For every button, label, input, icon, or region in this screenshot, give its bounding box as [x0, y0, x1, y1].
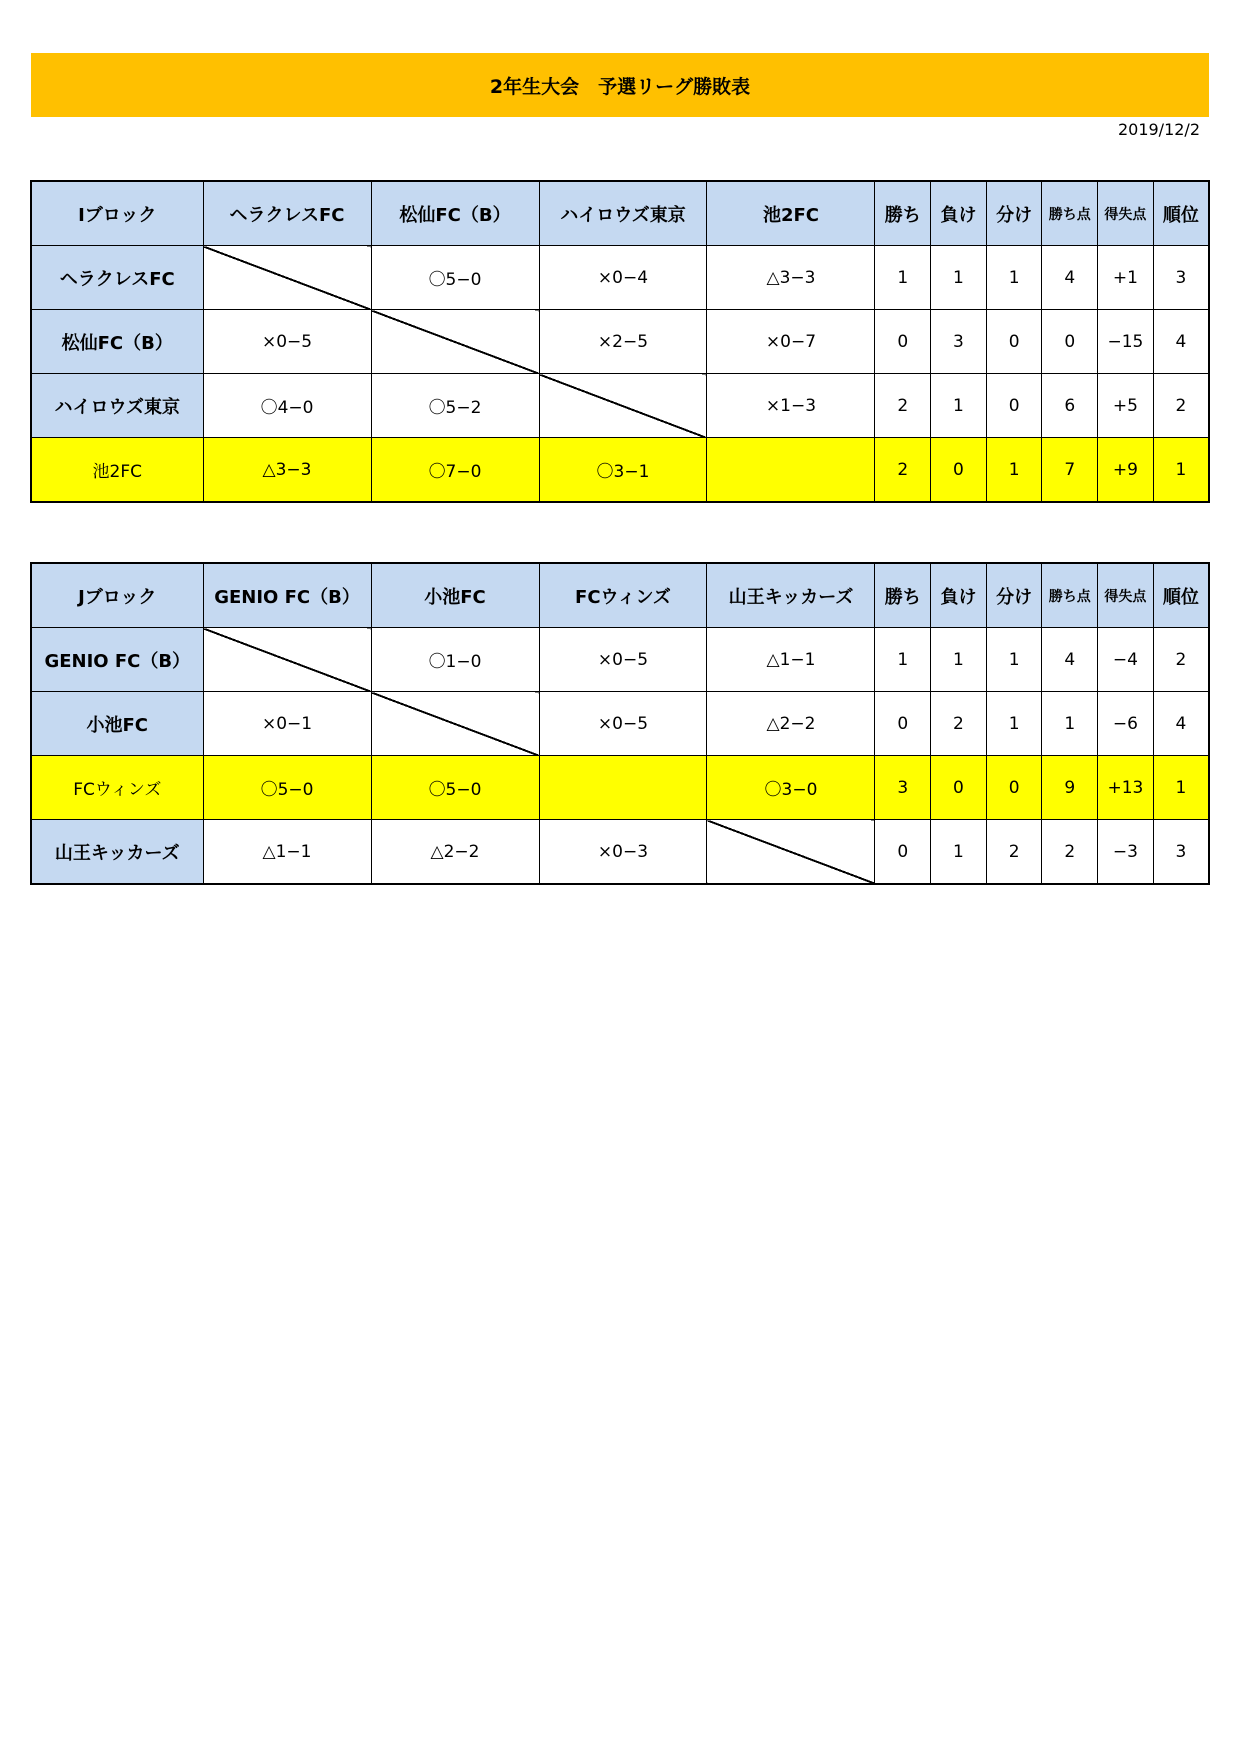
- team-row: [31, 820, 1209, 885]
- team-row: [31, 310, 1209, 374]
- stat-cell: −3: [1098, 820, 1154, 885]
- column-header-team: 小池FC: [371, 563, 539, 628]
- team-row: [31, 628, 1209, 692]
- page-title: 2年生大会 予選リーグ勝敗表: [489, 75, 751, 98]
- column-header-stat: 分け: [986, 563, 1042, 628]
- stat-cell: 1: [1153, 756, 1209, 820]
- team-row: [31, 438, 1209, 503]
- stat-cell: 2: [875, 438, 931, 503]
- stat-cell: 0: [931, 756, 987, 820]
- match-result-cell: ×0−1: [203, 692, 371, 756]
- column-header-team: GENIO FC（B）: [203, 563, 371, 628]
- match-result-cell: 〇4−0: [203, 374, 371, 438]
- column-header-team: 松仙FC（B）: [371, 181, 539, 246]
- stat-cell: 0: [986, 374, 1042, 438]
- row-team-name: 松仙FC（B）: [31, 310, 203, 374]
- self-match-cell-diagonal: [203, 246, 371, 310]
- stat-cell: 1: [931, 374, 987, 438]
- match-result-cell: △3−3: [203, 438, 371, 503]
- match-result-cell: ×0−7: [707, 310, 875, 374]
- column-header-stat: 負け: [931, 181, 987, 246]
- column-header-team: 池2FC: [707, 181, 875, 246]
- stat-cell: −4: [1098, 628, 1154, 692]
- stat-cell: 1: [931, 820, 987, 885]
- match-result-cell: 〇5−0: [371, 756, 539, 820]
- stat-cell: 0: [875, 692, 931, 756]
- row-team-name: ハイロウズ東京: [31, 374, 203, 438]
- stat-cell: 2: [986, 820, 1042, 885]
- stat-cell: 3: [931, 310, 987, 374]
- match-result-cell: 〇1−0: [371, 628, 539, 692]
- stat-cell: 1: [986, 692, 1042, 756]
- match-result-cell: 〇7−0: [371, 438, 539, 503]
- block-name: Iブロック: [31, 181, 203, 246]
- self-match-cell-diagonal: [539, 374, 707, 438]
- self-match-cell-diagonal: [371, 692, 539, 756]
- stat-cell: 0: [875, 820, 931, 885]
- row-team-name: FCウィンズ: [31, 756, 203, 820]
- row-team-name: GENIO FC（B）: [31, 628, 203, 692]
- row-team-name: 池2FC: [31, 438, 203, 503]
- stat-cell: 0: [875, 310, 931, 374]
- block-name: Jブロック: [31, 563, 203, 628]
- match-result-cell: 〇3−1: [539, 438, 707, 503]
- stat-cell: 9: [1042, 756, 1098, 820]
- stat-cell: 2: [875, 374, 931, 438]
- column-header-stat: 負け: [931, 563, 987, 628]
- column-header-stat: 勝ち: [875, 563, 931, 628]
- match-result-cell: △1−1: [203, 820, 371, 885]
- stat-cell: 3: [1153, 246, 1209, 310]
- column-header-stat: 分け: [986, 181, 1042, 246]
- team-row: [31, 246, 1209, 310]
- stat-cell: 1: [986, 246, 1042, 310]
- stat-cell: 1: [986, 628, 1042, 692]
- stat-cell: 2: [931, 692, 987, 756]
- stat-cell: 1: [931, 246, 987, 310]
- self-match-cell-diagonal: [707, 820, 875, 885]
- table-header-row: [31, 181, 1209, 246]
- stat-cell: 4: [1042, 628, 1098, 692]
- team-row: [31, 756, 1209, 820]
- column-header-team: 山王キッカーズ: [707, 563, 875, 628]
- stat-cell: 0: [986, 756, 1042, 820]
- column-header-team: ハイロウズ東京: [539, 181, 707, 246]
- stat-cell: 4: [1153, 310, 1209, 374]
- row-team-name: 小池FC: [31, 692, 203, 756]
- league-table-block-j: [30, 562, 1210, 885]
- self-match-cell-diagonal: [539, 756, 707, 820]
- match-result-cell: △2−2: [707, 692, 875, 756]
- stat-cell: 0: [986, 310, 1042, 374]
- column-header-stat: 勝ち点: [1042, 563, 1098, 628]
- stat-cell: −15: [1098, 310, 1154, 374]
- date-label: 2019/12/2: [1117, 120, 1200, 139]
- column-header-team: FCウィンズ: [539, 563, 707, 628]
- stat-cell: 4: [1042, 246, 1098, 310]
- stat-cell: +13: [1098, 756, 1154, 820]
- match-result-cell: ×1−3: [707, 374, 875, 438]
- stat-cell: +9: [1098, 438, 1154, 503]
- league-table-block-i: [30, 180, 1210, 503]
- table-header-row: [31, 563, 1209, 628]
- stat-cell: +5: [1098, 374, 1154, 438]
- stat-cell: 1: [875, 246, 931, 310]
- match-result-cell: △2−2: [371, 820, 539, 885]
- row-team-name: ヘラクレスFC: [31, 246, 203, 310]
- match-result-cell: ×0−5: [539, 692, 707, 756]
- stat-cell: 3: [1153, 820, 1209, 885]
- column-header-stat: 得失点: [1098, 563, 1154, 628]
- column-header-stat: 順位: [1153, 181, 1209, 246]
- match-result-cell: 〇5−2: [371, 374, 539, 438]
- column-header-team: ヘラクレスFC: [203, 181, 371, 246]
- stat-cell: 0: [931, 438, 987, 503]
- stat-cell: 3: [875, 756, 931, 820]
- stat-cell: 2: [1042, 820, 1098, 885]
- stat-cell: 1: [986, 438, 1042, 503]
- match-result-cell: 〇5−0: [203, 756, 371, 820]
- team-row: [31, 692, 1209, 756]
- match-result-cell: △1−1: [707, 628, 875, 692]
- row-team-name: 山王キッカーズ: [31, 820, 203, 885]
- match-result-cell: ×0−4: [539, 246, 707, 310]
- stat-cell: 1: [1153, 438, 1209, 503]
- column-header-stat: 得失点: [1098, 181, 1154, 246]
- column-header-stat: 勝ち点: [1042, 181, 1098, 246]
- stat-cell: 6: [1042, 374, 1098, 438]
- self-match-cell-diagonal: [371, 310, 539, 374]
- match-result-cell: ×2−5: [539, 310, 707, 374]
- stat-cell: +1: [1098, 246, 1154, 310]
- match-result-cell: △3−3: [707, 246, 875, 310]
- stat-cell: 2: [1153, 628, 1209, 692]
- match-result-cell: ×0−5: [539, 628, 707, 692]
- self-match-cell-diagonal: [203, 628, 371, 692]
- match-result-cell: 〇3−0: [707, 756, 875, 820]
- stat-cell: 7: [1042, 438, 1098, 503]
- self-match-cell-diagonal: [707, 438, 875, 503]
- stat-cell: −6: [1098, 692, 1154, 756]
- stat-cell: 1: [875, 628, 931, 692]
- stat-cell: 1: [1042, 692, 1098, 756]
- column-header-stat: 勝ち: [875, 181, 931, 246]
- team-row: [31, 374, 1209, 438]
- match-result-cell: ×0−3: [539, 820, 707, 885]
- page-title-bar: [31, 53, 1209, 117]
- match-result-cell: 〇5−0: [371, 246, 539, 310]
- stat-cell: 4: [1153, 692, 1209, 756]
- stat-cell: 1: [931, 628, 987, 692]
- stat-cell: 0: [1042, 310, 1098, 374]
- match-result-cell: ×0−5: [203, 310, 371, 374]
- column-header-stat: 順位: [1153, 563, 1209, 628]
- stat-cell: 2: [1153, 374, 1209, 438]
